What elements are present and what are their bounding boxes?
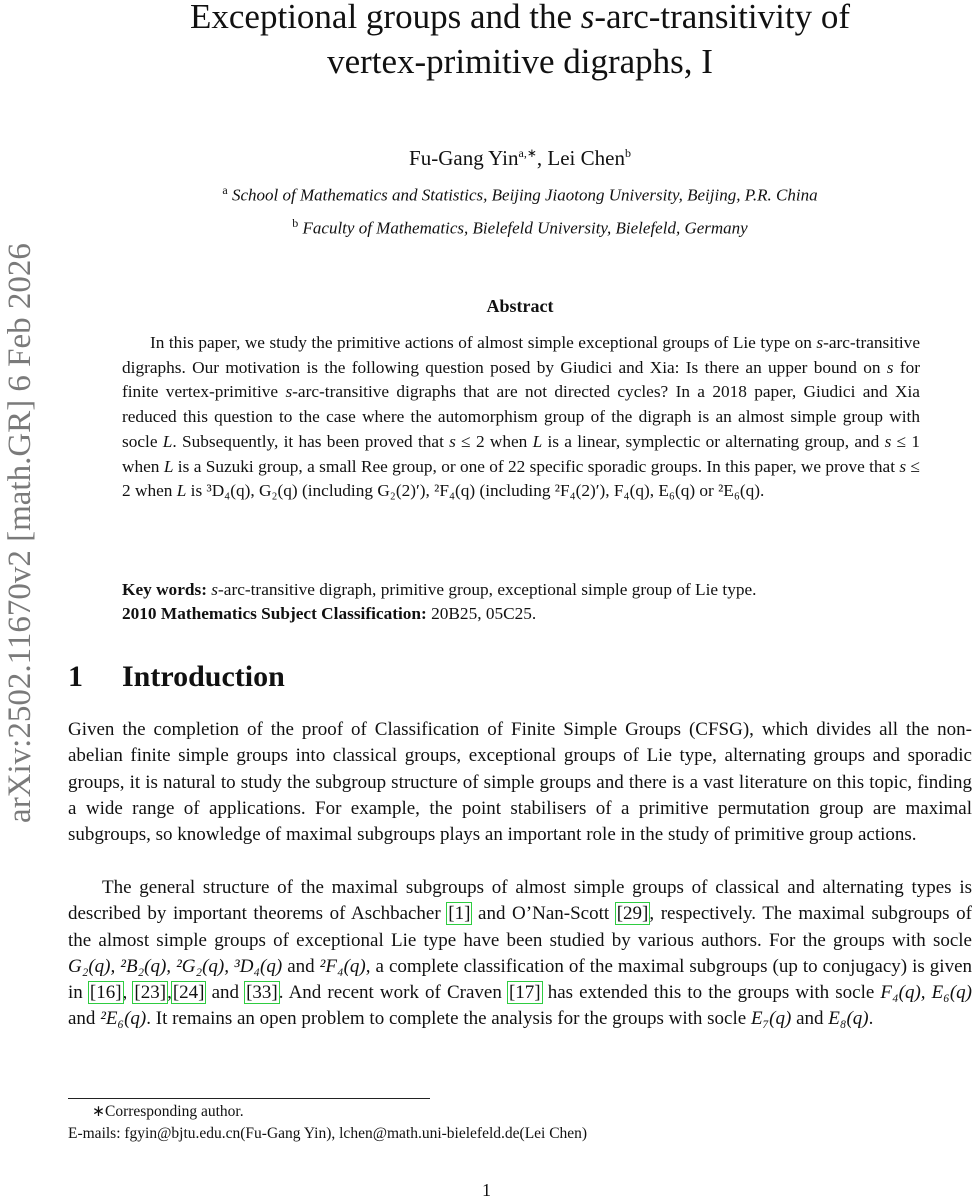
abstract-text: for finite vertex-primitive xyxy=(122,357,920,402)
math-expression: ²E₆(q) xyxy=(100,1008,147,1030)
author-affil-mark: b xyxy=(624,146,631,160)
paragraph-text: and xyxy=(282,955,320,977)
intro-paragraph-1: Given the completion of the proof of Classification of Finite Simple Groups (CFSG), which divides all the non-abelian finite simple groups into classical groups, exceptional groups of Lie type, alternating groups and sporadic groups, it is natural to study the subgroup structure of simple groups and there is a vast literature on this topic, finding a wide range of applications. For example, the point stabilisers of a primitive permutation group are maximal subgroups, so knowledge of maximal subgroups plays an important role in the study of primitive group actions. xyxy=(68,719,972,846)
citation-link[interactable]: [24] xyxy=(172,982,205,1004)
abstract-text: is a linear, symplectic or alternating group, and xyxy=(542,431,885,451)
paragraph-text: , respectively. The maximal subgroups of the almost simple groups of exceptional Lie type have been studied by various authors. For the groups with socle xyxy=(68,903,972,951)
math-expression: ²F₄(q) xyxy=(319,955,366,977)
abstract-text: ≤ 2 when xyxy=(455,431,533,451)
math-expression: E₇(q) xyxy=(750,1008,792,1030)
abstract-text: -arc-transitive digraphs. Our motivation is the following question posed by Giudici and Xia: Is there an upper bound on xyxy=(122,333,920,377)
math-expression: F₄(q), E₆(q) xyxy=(880,982,973,1004)
keywords-line xyxy=(122,578,942,602)
math-var: L xyxy=(163,456,174,476)
affiliation-mark: a xyxy=(222,183,228,197)
author-affil-mark: a,∗ xyxy=(518,146,537,160)
math-var: s xyxy=(449,431,456,451)
math-var: L xyxy=(532,431,543,451)
math-var: L xyxy=(176,481,187,501)
citation-link[interactable]: [29] xyxy=(616,903,649,925)
abstract-group-list: ³D₄(q), G₂(q) (including G₂(2)′), ²F₄(q) (including ²F₄(2)′), F₄(q), E₆(q) or ²E₆(q). xyxy=(206,481,765,501)
arxiv-identifier-stamp: arXiv:2502.11670v2 [math.GR] 6 Feb 2026 xyxy=(2,243,38,823)
citation-link[interactable]: [16] xyxy=(89,982,122,1004)
footnote-emails: E-mails: fgyin@bjtu.edu.cn(Fu-Gang Yin), lchen@math.uni-bielefeld.de(Lei Chen) xyxy=(68,1125,588,1142)
citation-link[interactable]: [17] xyxy=(508,982,541,1004)
paragraph-text: , xyxy=(122,982,134,1004)
title-variable-s: s xyxy=(580,0,595,36)
msc-line xyxy=(122,602,942,626)
msc-label: 2010 Mathematics Subject Classification: xyxy=(122,604,427,623)
abstract-text: -arc-transitive digraphs that are not directed cycles? In a 2018 paper, Giudici and Xia reduced this question to the case where the automorphism group of the digraph is an almost simple group with socle xyxy=(122,382,920,451)
paragraph-text: , a complete classification of the maximal subgroups (up to conjugacy) is given in xyxy=(68,955,973,1004)
author-list xyxy=(80,146,960,171)
math-expression: G₂(q), ²B₂(q), ²G₂(q), ³D₄(q) xyxy=(68,955,283,977)
affiliation-mark: b xyxy=(292,216,299,230)
math-expression: E₈(q) xyxy=(828,1008,869,1030)
keywords-label: Key words: xyxy=(122,580,207,599)
abstract-text: is a Suzuki group, a small Ree group, or one of 22 specific sporadic groups. In this paper, we prove that xyxy=(173,456,900,476)
intro-paragraph-2 xyxy=(68,875,972,1033)
abstract-text: ≤ 2 when xyxy=(122,456,920,501)
citation-link[interactable]: [33] xyxy=(246,982,278,1004)
math-var: s xyxy=(899,456,907,476)
title-line1-post: -arc-transitivity of xyxy=(594,0,850,36)
affiliation-text: School of Mathematics and Statistics, Beijing Jiaotong University, Beijing, P.R. China xyxy=(231,185,818,205)
paragraph-text: and O’Nan-Scott xyxy=(471,903,616,925)
section-title: Introduction xyxy=(122,660,285,693)
affiliation xyxy=(80,183,960,206)
footnote-divider xyxy=(68,1098,430,1099)
paragraph-text: and xyxy=(68,1008,101,1030)
math-var: s xyxy=(285,382,293,402)
paragraph-text: . xyxy=(868,1008,874,1030)
affiliation xyxy=(80,216,960,239)
abstract-text: In this paper, we study the primitive actions of almost simple exceptional groups of Lie type on xyxy=(150,333,817,352)
paragraph-text: The general structure of the maximal subgroups of almost simple groups of classical and alternating types is described by important theorems of Aschbacher xyxy=(68,877,972,925)
paragraph-text: , xyxy=(167,982,172,1004)
paragraph-text: has extended this to the groups with socle xyxy=(541,982,881,1004)
math-var: L xyxy=(162,431,173,451)
abstract-text: ≤ 1 when xyxy=(122,431,921,476)
citation-link[interactable]: [1] xyxy=(448,903,471,925)
title-line1-pre: Exceptional groups and the xyxy=(190,0,581,36)
section-heading xyxy=(68,660,285,694)
abstract-text: is xyxy=(186,481,207,501)
author-name: Lei Chen xyxy=(547,146,625,170)
page-number: 1 xyxy=(482,1180,491,1200)
section-number: 1 xyxy=(68,660,83,693)
author-separator: , xyxy=(536,146,548,170)
msc-text: 20B25, 05C25. xyxy=(426,604,537,623)
footnote-corresponding: ∗Corresponding author. xyxy=(92,1103,244,1120)
paragraph-text: . It remains an open problem to complete the analysis for the groups with socle xyxy=(146,1008,751,1030)
math-var: s xyxy=(884,431,892,451)
math-var: s xyxy=(211,580,219,599)
abstract-text: . Subsequently, it has been proved that xyxy=(172,431,450,451)
math-var: s xyxy=(886,357,894,377)
abstract-body xyxy=(122,331,920,504)
citation-link[interactable]: [23] xyxy=(134,982,167,1004)
math-var: s xyxy=(816,333,824,352)
paragraph-text: . And recent work of Craven xyxy=(278,982,508,1004)
abstract-heading: Abstract xyxy=(486,296,554,316)
paragraph-text: and xyxy=(791,1008,829,1030)
affiliation-text: Faculty of Mathematics, Bielefeld University, Bielefeld, Germany xyxy=(302,218,748,238)
paper-title xyxy=(80,0,960,84)
title-line2: vertex-primitive digraphs, I xyxy=(327,42,713,81)
author-name: Fu-Gang Yin xyxy=(409,146,519,170)
paragraph-text: and xyxy=(205,982,246,1004)
keywords-text: -arc-transitive digraph, primitive group, exceptional simple group of Lie type. xyxy=(218,580,757,599)
